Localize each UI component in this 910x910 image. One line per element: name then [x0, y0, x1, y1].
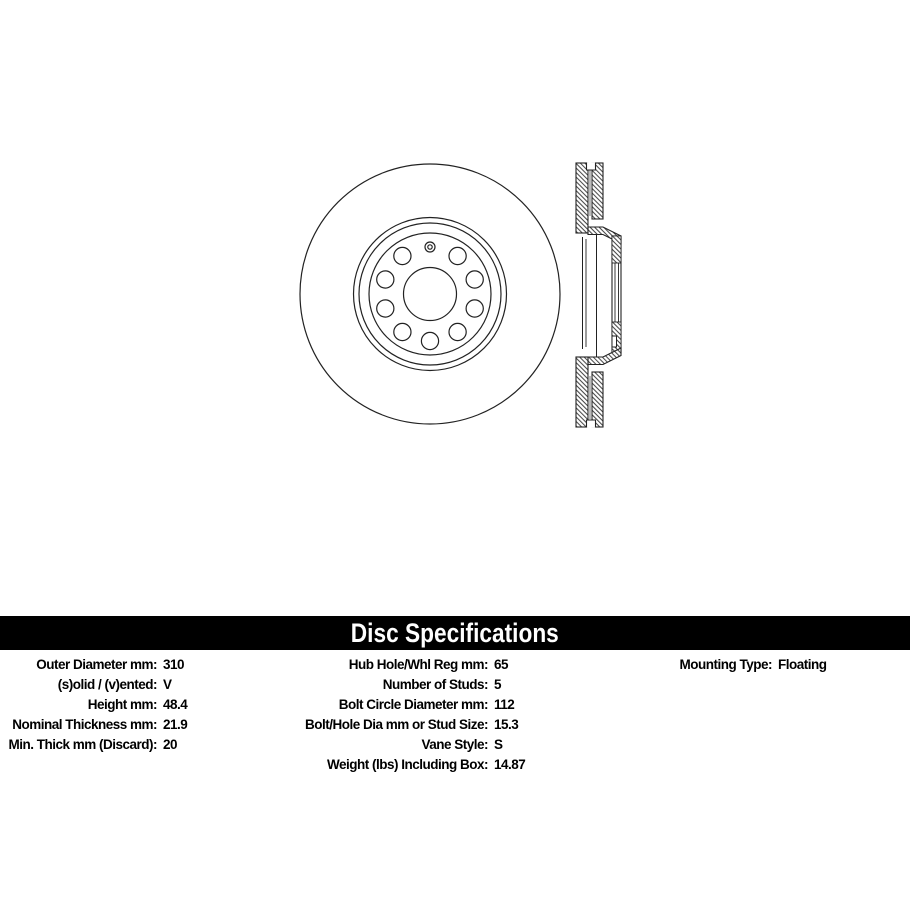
spec-row — [615, 655, 827, 675]
spec-row — [280, 695, 525, 715]
spec-value: S — [494, 737, 503, 752]
spec-label: Outer Diameter mm: — [36, 657, 157, 672]
spec-row — [280, 735, 525, 755]
spec-row — [0, 695, 187, 715]
spec-label: Bolt/Hole Dia mm or Stud Size: — [304, 717, 488, 732]
spec-row — [280, 675, 525, 695]
spec-label: Nominal Thickness mm: — [12, 717, 157, 732]
spec-value: 5 — [494, 677, 502, 692]
set-screw-hole-icon — [425, 242, 435, 252]
spec-label: Hub Hole/Whl Reg mm: — [348, 657, 488, 672]
spec-row — [0, 675, 187, 695]
brake-rotor-cross-section-icon — [576, 163, 621, 428]
spec-row — [280, 655, 525, 675]
spec-value: V — [163, 677, 172, 692]
spec-value: 112 — [494, 697, 515, 712]
spec-label: Number of Studs: — [382, 677, 488, 692]
spec-label: Min. Thick mm (Discard): — [8, 737, 157, 752]
spec-label: Bolt Circle Diameter mm: — [338, 697, 488, 712]
spec-value: 14.87 — [494, 757, 526, 772]
spec-banner — [0, 616, 910, 650]
spec-column-right — [615, 655, 827, 675]
spec-label: Vane Style: — [421, 737, 488, 752]
spec-value: Floating — [778, 657, 827, 672]
spec-row — [280, 755, 525, 775]
spec-value: 15.3 — [494, 717, 519, 732]
spec-value: 20 — [163, 737, 178, 752]
spec-column-left — [0, 655, 187, 755]
spec-label: Mounting Type: — [679, 657, 772, 672]
spec-value: 310 — [163, 657, 185, 672]
spec-label: Weight (lbs) Including Box: — [327, 757, 488, 772]
brake-rotor-front-view-icon — [300, 164, 560, 424]
spec-label: Height mm: — [87, 697, 157, 712]
spec-value: 21.9 — [163, 717, 188, 732]
spec-row — [0, 655, 187, 675]
spec-row — [0, 715, 187, 735]
spec-value: 48.4 — [163, 697, 188, 712]
spec-row — [0, 735, 187, 755]
spec-row — [280, 715, 525, 735]
spec-banner-title: Disc Specifications — [351, 617, 559, 648]
spec-label: (s)olid / (v)ented: — [57, 677, 157, 692]
spec-value: 65 — [494, 657, 509, 672]
spec-column-middle — [280, 655, 525, 775]
